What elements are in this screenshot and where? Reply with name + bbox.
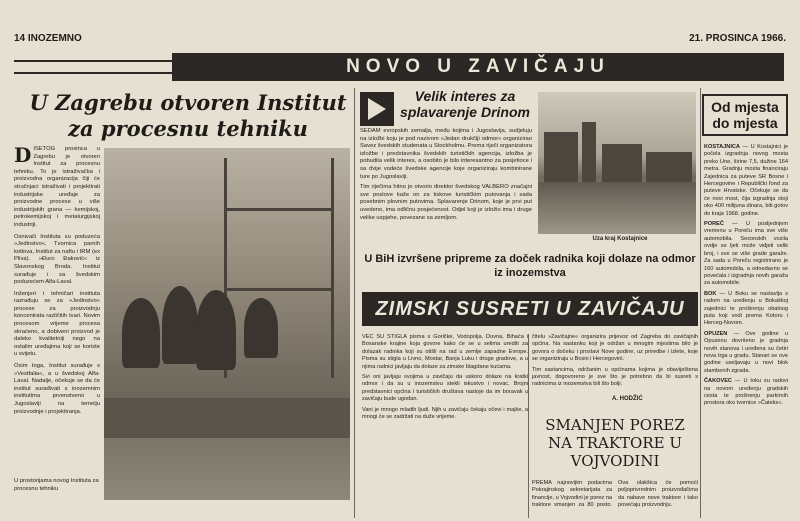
photo-caption: Uza kraj Kostajnice	[592, 236, 648, 242]
banner-rule-top	[14, 60, 172, 62]
winter-paragraph: Vani je mnogo mladih ljudi. Njih u zavičaju čekaju očevi i majke, a mnogi će se zadržati na duže vrijeme.	[362, 406, 528, 421]
photo-pipe-cross	[224, 288, 334, 291]
photo-bench	[104, 398, 350, 438]
issue-date: 21. PROSINCA 1966.	[689, 33, 786, 44]
news-item: POREČ — U posljednjem vremenu u Poreču ima sve više automobila. Sezonskih vozila ovdje se ljeti može vidjeti velik broj, i sve se više grade garaže. Za sada u Poreču registrirano je 160 automobila, a odnedavno se povećala i izgradnja novih garaža za automobile.	[704, 221, 788, 287]
right-column-headline: Od mjesta do mjesta	[702, 94, 788, 136]
column-divider	[528, 334, 529, 518]
winter-paragraph: VEĆ SU STIGLA pisma s Goričke, Vodopolja, Duvna, Bihaća i Bosanske krajine koja govore kako će se u selima urediti za dolazak radnika koji su otišli na rad u zemlje zapadne Evrope. Pisma su stigla u Livno, Mostar, Banja Luku i druge gradove, a u njima radnici javljaju da dolaze za zimske blagdane kućama.	[362, 334, 528, 370]
news-item: OPUZEN — Ove godine u Opuzenu dovršeno je gradnja novih stanova i uređena su četiri nova trga u gradu. Stanari se ove godine useljavaju u novi blok stambenih zgrada.	[704, 330, 788, 374]
river-town-photo	[538, 92, 696, 234]
left-article-paragraph: DISETOG prosinca u Zagrebu je otvoren Institut za procesnu tehniku. To je istraživačka i proizvodna organizacija čiji će stručnjaci istraživati i projektirati industrijske uređaje za proizvodne procese u više industrijskih grana — kemijskoj, petrokemijskoj i metalurgijskoj industriji.	[14, 146, 100, 228]
left-article-paragraph: Osim toga, Institut surađuje s »Vestfalia«, a u švedskoj Alfa-Laval. Nadalje, očekuje se da će institut surađivati s inozemnim institutima prvenstveno u Jugoslaviji na temelju proizvodnje i projektiranja.	[14, 363, 100, 415]
play-arrow-icon	[360, 92, 394, 126]
middle-article-headline: Velik interes za splavarenje Drinom	[400, 88, 530, 120]
column-divider	[700, 88, 701, 518]
section-label: 14 INOZEMNO	[14, 33, 82, 44]
drop-cap: D	[14, 146, 32, 167]
news-item: BOK — U Boku se nastavlja s radom na uređenju u Bokaškoj zajednici te proširenju obalnog puta koji vodi prema Kotoru i Herceg-Novom.	[704, 290, 788, 327]
news-item: KOSTAJNICA — U Kostajnici je počela izgradnja novog mosta preko Une, širine 7,5, dužine 164 metra. Gradnju mosta financiraju Zajednica za puteve SR Bosne i Hercegovine i Republički fond za puteve Hrvatske. Očekuje se da će novi most, čija izgradnja stoji oko 400 milijuna dinara, biti gotov do kraja 1968. godine.	[704, 144, 788, 217]
tax-article-headline: SMANJEN POREZ NA TRAKTORE U VOJVODINI	[545, 416, 685, 470]
left-article-headline: U Zagrebu otvoren Institut za procesnu tehniku	[29, 90, 347, 141]
photo-building	[602, 144, 642, 184]
page-header	[14, 33, 786, 47]
left-article-paragraph: Osnivači Instituta su poduzeća »Jedinstvo«, Tvornica parnih kotlova, Institut za naftu i IRM (ex Pliva). »Đuro Đaković« iz Slavonskog Broda. Institut surađuje i sa švedskim poduzećem Alfa-Laval.	[14, 233, 100, 286]
winter-paragraph: Svi oni javljaju svojima u zavičaju da uskoro dolaze na kratki odmor i da su u inozemstvu stekli iskustvo i novac. Brojni predstavnici općina i turističkih društava nastoje da im boravak u zavičaju bude ugodan.	[362, 374, 528, 403]
left-article-footer: U prostorijama novog Instituta za procesnu tehniku	[14, 478, 99, 492]
winter-column-1	[362, 334, 528, 514]
photo-person	[196, 290, 236, 370]
section-banner: NOVO U ZAVIČAJU	[172, 53, 784, 81]
photo-building	[646, 152, 692, 184]
banner-rule-bottom	[14, 72, 172, 74]
photo-pipe-cross	[224, 208, 334, 211]
winter-title: ZIMSKI SUSRETI U ZAVIČAJU	[362, 292, 698, 326]
photo-river-water	[538, 182, 696, 234]
photo-person	[162, 286, 198, 364]
laboratory-photo	[104, 148, 350, 500]
left-article-paragraph: Inženjeri i tehničari instituta razrađuju se za »Jedinstvo« procese za proizvodnju koncentrata različitih tvari. Novim procesom vrijeme procesa skraćeno, a dobiveni proizvod je daleko kvalitetniji nego na ostalim uređajima koji se koriste u svijetu.	[14, 290, 100, 358]
column-divider	[354, 88, 355, 518]
author-signature: A. HODŽIĆ	[612, 396, 643, 402]
photo-person	[244, 298, 278, 358]
middle-article-paragraph: SEDAM evropskih zemalja, među kojima i Jugoslavija, sudjeluju na izložbi koju je pod nazivom »Jedan drukčiji odmor« organizirao Savez švedskih studenata u Stockholmu. Prema riječi organizatora izložbe i predstavnika švedskih turističkih agencija, izložba je pobudila velik interes, a osobito je bilo interesantno za posjetioce i sa dvije vodeće švedske agencije koje organiziraju kombinirane ture po Jugoslaviji.	[360, 128, 532, 180]
tax-article-body: PREMA najnovijim podacima Pokrajinskog sekretarijata za financije, u Vojvodini je porez na traktore smanjen za 80 posto. Ova olakšica će pomoći poljoprivrednim proizvođačima da nabave nove traktore i tako povećaju proizvodnju.	[532, 480, 698, 509]
news-item: ČAKOVEC — U toku su radovi na novom uređenju gradskih cesta te proširenju parkirnih prostora oko tvornice »Čateks«.	[704, 378, 788, 407]
left-article-body	[14, 146, 100, 508]
winter-column-2	[532, 334, 698, 394]
photo-tower	[582, 122, 596, 184]
photo-building	[544, 132, 578, 184]
winter-paragraph: čitelu »Zavičajne« organizira prijevoz od Zagreba do zavičajnih općina. Na sastanku koji je održan u mnogim mjestima bilo je govora o dočeku i proslavi Nove godine, uz priredbe i izlete, koje se organiziraju u Bosni i Hercegovini.	[532, 334, 698, 363]
middle-article-body	[360, 128, 532, 246]
photo-pipes	[224, 158, 334, 378]
photo-person	[122, 298, 160, 368]
right-column-body	[704, 144, 788, 516]
winter-kicker: U BiH izvršene pripreme za doček radnika koji dolaze na odmor iz inozemstva	[364, 253, 696, 279]
winter-paragraph: Tim sastancima, održanim u općinama kojima je obaviještena javnost, dogovoreno je sve što je potrebno da bi susreti s radnicima iz inozemstva bili što bolji.	[532, 366, 698, 388]
middle-article-paragraph: Tim riječima hitno je otvorio direktor švedskog VALBERO značajni sve poslove kaže on za tiskove turističkim putovanja i sada posebnim plovnim putovima. Splavarenje Drinom, koje je prvi put uvedeno, ima odličnu posjećenost. Odjel koji je izložio ima i druge velike uspjehe, povezane sa zemljom.	[360, 184, 532, 221]
